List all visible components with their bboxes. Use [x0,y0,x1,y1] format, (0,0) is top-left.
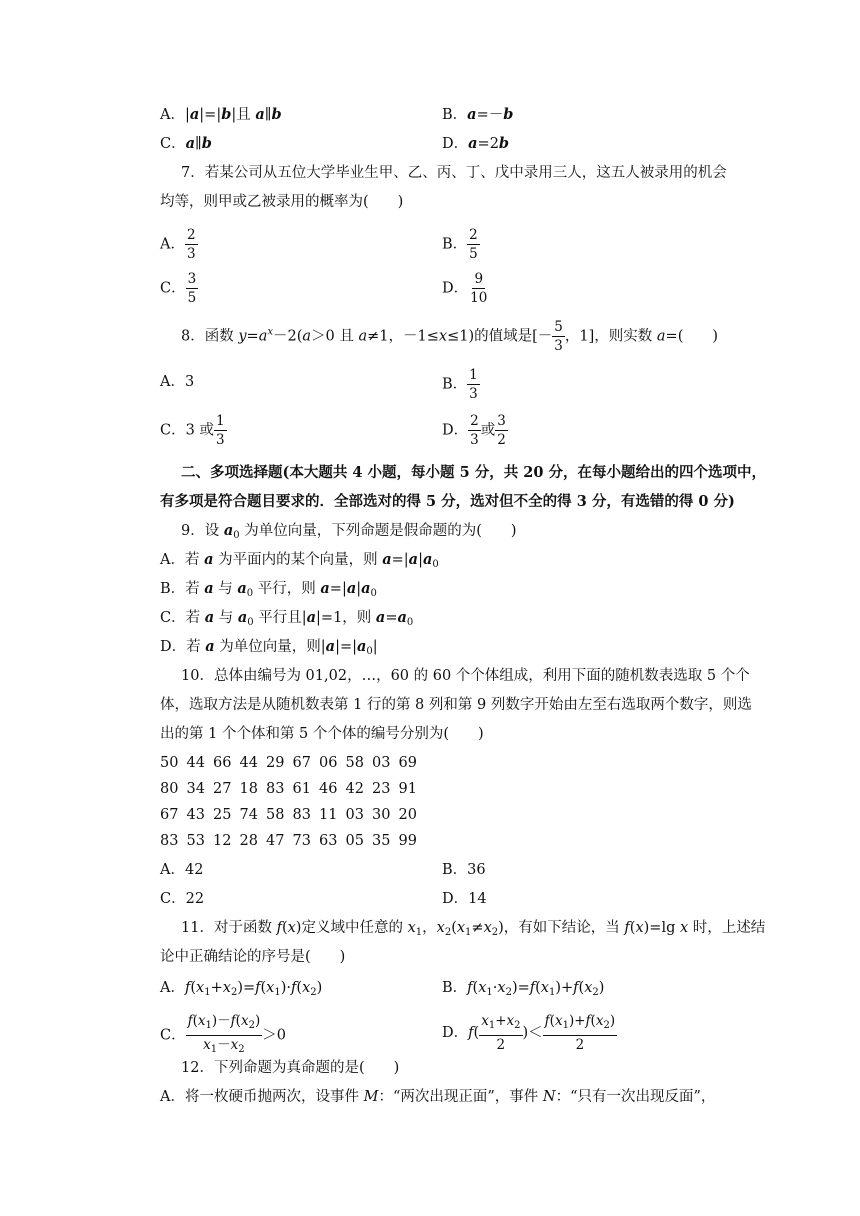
q8-option-a: A．3 [160,374,195,390]
q12-option-a: A．将一枚硬币抛两次，设事件 M：“两次出现正面”，事件 N：“只有一次出现反面”， [160,1089,716,1105]
q8-option-c: C．3 或 $\frac{1}{3}$ [160,413,225,448]
q10-option-d: D．14 [442,891,487,907]
q7-option-d: D． $\frac{9}{10}$ [442,271,488,306]
q9-stem: 9．设 $a_0$ 为单位向量，下列命题是假命题的为( ) [181,522,517,541]
table-row: 80 34 27 18 83 61 46 42 23 91 [160,781,417,797]
q9-option-a: A．若 a 为平面内的某个向量，则 $a=|a|a_0$ [160,551,439,570]
q11-option-a: A．$f(x_1+x_2)=f(x_1)\cdot f(x_2)$ [160,980,323,998]
q11-option-d: D．f( $\frac{x_1+x_2}{2}$ )＜ $\frac{f(x_1)+f(x_2)}{2}$ [442,1013,616,1053]
q8-stem: 8．函数 $y=a^x-2(a>0$ 且 a≠1，－1≤x≤1)的值域是[－ $\frac{5}{3}$ ，1]，则实数 a=( ) [181,319,719,354]
q6-option-d: D．a=2b [442,135,510,152]
q6-option-c: C．a∥b [160,135,212,152]
q7-option-b: B． $\frac{2}{5}$ [442,227,478,262]
q6-option-a: A．|a|=|b|且 a∥b [160,106,282,123]
q10-option-a: A．42 [160,862,204,878]
q11-option-b: B．$f(x_1\cdot x_2)=f(x_1)+f(x_2)$ [442,980,605,998]
section-2-heading-line2: 有多项是符合题目要求的．全部选对的得 5 分，选对但不全的得 3 分，有选错的得 0 分) [160,493,735,510]
q11-option-c: C． $\frac{f(x_1)-f(x_2)}{x_1-x_2}$ ＞0 [160,1013,286,1055]
q10-option-b: B．36 [442,862,486,878]
q12-stem: 12．下列命题为真命题的是( ) [181,1060,400,1076]
q10-stem-line3: 出的第 1 个个体和第 5 个个体的编号分别为( ) [160,726,484,742]
q7-stem-line1: 7．若某公司从五位大学毕业生甲、乙、丙、丁、戊中录用三人，这五人被录用的机会 [181,165,727,181]
q8-option-d: D． $\frac{2}{3}$ 或 $\frac{3}{2}$ [442,413,506,448]
q9-option-d: D．若 a 为单位向量，则$|a|=|a_0|$ [160,638,378,657]
q7-stem-line2: 均等，则甲或乙被录用的概率为( ) [160,194,404,210]
q11-stem-line1: 11．对于函数 f(x)定义域中任意的 $x_1$，$x_2(x_1\ne x_2)$，有如下结论，当 f(x)=lg x 时，上述结 [181,920,766,938]
q7-option-c: C． $\frac{3}{5}$ [160,271,197,306]
q10-stem-line1: 10．总体由编号为 01,02，…，60 的 60 个个体组成，利用下面的随机数表选取 5 个个 [181,668,750,684]
q9-option-c: C．若 a 与 $a_0$ 平行且|a|=1，则 $a=a_0$ [160,609,414,628]
q11-stem-line2: 论中正确结论的序号是( ) [160,949,346,965]
table-row: 50 44 66 44 29 67 06 58 03 69 [160,755,417,771]
q9-option-b: B．若 a 与 $a_0$ 平行，则 $a=|a|a_0$ [160,580,377,599]
section-2-heading-line1: 二、多项选择题(本大题共 4 小题，每小题 5 分，共 20 分，在每小题给出的四个选项中， [181,464,767,481]
q8-option-b: B． $\frac{1}{3}$ [442,367,478,402]
q7-option-a: A． $\frac{2}{3}$ [160,227,196,262]
table-row: 83 53 12 28 47 73 63 05 35 99 [160,833,417,849]
q6-option-b: B．a=－b [442,106,514,123]
q10-option-c: C．22 [160,891,205,907]
table-row: 67 43 25 74 58 83 11 03 30 20 [160,807,417,823]
q10-stem-line2: 体，选取方法是从随机数表第 1 行的第 8 列和第 9 列数字开始由左至右选取两个数字，则选 [160,697,752,713]
